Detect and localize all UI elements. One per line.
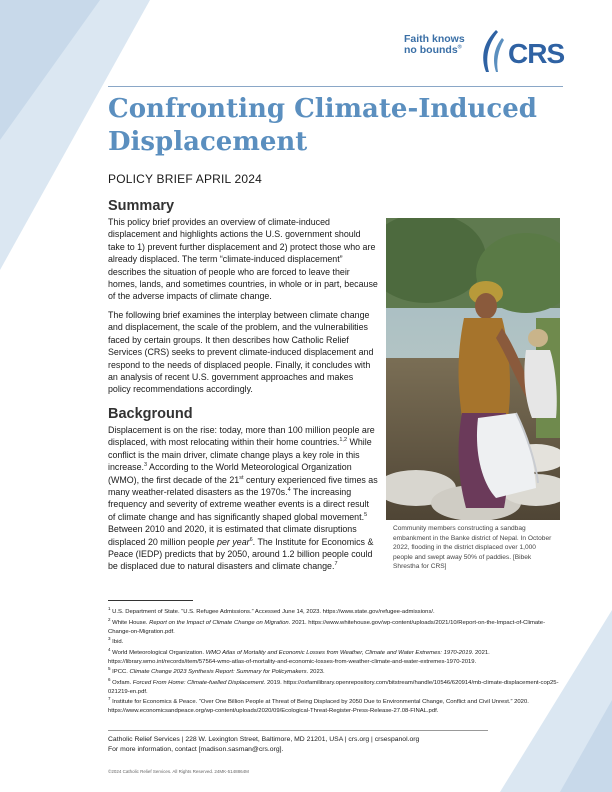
photo-caption: Community members constructing a sandbag embankment in the Banke district of Nepal. In October 2022, flooding in the district displaced over 1,000 people and swept away 50% of paddies. [Bibek Shrestha for CRS]	[393, 525, 552, 571]
photo-illustration	[386, 218, 560, 520]
summary-paragraph-2: The following brief examines the interplay between climate change and displacement, the scale of the problem, and the vulnerabilities faced by certain groups. It then describes how Catholic Relief Services (CRS) seeks to prevent climate-induced displacement and respond to the needs of displaced people. Finally, it concludes with an analysis of recent U.S. government approaches and makes policy recommendations accordingly.	[108, 310, 374, 395]
sandbag-photo	[386, 218, 560, 520]
background-paragraph: Displacement is on the rise: today, more than 100 million people are displaced, with most relocating within their home countries.$^{1,2}$ While conflict is the main driver, climate change plays a key role in this increase.$^3$ According to the World Meteorological Organization (WMO), the first decade of the 21st century experienced five times as many weather-related disasters as the 1970s.$^4$ The increasing frequency and severity of extreme weather events is a direct result of climate change and has significantly shaped global movement.$^5$ Between 2010 and 2020, it is estimated that climate disruptions displaced 20 million people per year$^6$. The Institute for Economics & Peace (IEDP) predicts that by 2050, around 1.2 billion people could be displaced due to natural disasters and climate change.$^7$	[108, 425, 378, 572]
footnote-item: $^3$ Ibid.	[108, 636, 124, 645]
summary-heading: Summary	[108, 198, 175, 214]
background-heading: Background	[108, 406, 193, 422]
logo-tagline	[404, 34, 465, 56]
footer-contact: For more information, contact [madison.sasman@crs.org].	[108, 746, 284, 753]
document-subtitle: POLICY BRIEF APRIL 2024	[108, 172, 263, 186]
footnote-item: $^7$ Institute for Economics & Peace. “Over One Billion People at Threat of Being Displaced by 2050 Due to Environmental Change, Conflict and Civil Unrest.” 2020. https://www.economicsandpeace.org/wp-content/uploads/2020/09/Ecological-Threat-Register-Press-Release-27.08-FINAL.pdf.	[108, 696, 529, 714]
summary-paragraph-1: This policy brief provides an overview of climate-induced displacement and highlights actions the U.S. government should take to 1) prevent further displacement and 2) protect those who are already displaced. The term “climate-induced displacement” describes the situation of people who are forced to leave their homes, lands, and sometimes countries, in whole or in part, because of the adverse impacts of climate change.	[108, 217, 378, 302]
footnote-item: $^1$ U.S. Department of State. “U.S. Refugee Admissions.” Accessed June 14, 2023. https://www.state.gov/refugee-admissions/.	[108, 606, 435, 615]
crs-logo	[404, 28, 564, 80]
logo-brand-text: CRS	[508, 38, 565, 69]
footnote-item: $^5$ IPCC. Climate Change 2023 Synthesis Report: Summary for Policymakers. 2023.	[108, 666, 325, 675]
registered-mark: ®	[457, 44, 462, 51]
footnote-item: $^2$ White House. Report on the Impact of Climate Change on Migration. 2021. https://www.whitehouse.gov/wp-content/uploads/2021/10/Report-on-the-Impact-of-Climate-Change-on-Migration.pdf.	[108, 616, 546, 635]
footer-address: Catholic Relief Services | 228 W. Lexington Street, Baltimore, MD 21201, USA | crs.org | crsespanol.org	[108, 736, 420, 743]
document-title: Confronting Climate-Induced Displacement	[108, 94, 537, 157]
footnote-item: $^6$ Oxfam. Forced From Home: Climate-fuelled Displacement. 2019. https://oxfamilibrary.openrepository.com/bitstream/handle/10546/620914/mb-climate-displacement-cop25-021219-en.pdf.	[108, 676, 559, 695]
footnote-item: $^4$ World Meteorological Organization. WMO Atlas of Mortality and Economic Losses from Weather, Climate and Water Extremes: 1970-2019. 2021. https://library.wmo.int/records/item/57564-wmo-atlas-of-mortality-and-economic-losses-from-weather-climate-and-water-extremes-1970-2019.	[108, 646, 490, 665]
footnotes-list	[108, 608, 563, 718]
footer-divider	[108, 730, 488, 731]
copyright-notice: ©2024 Catholic Relief Services. All Rights Reserved. 24MK-5148864M	[108, 769, 249, 774]
footnote-divider	[108, 600, 193, 601]
logo-tagline-line2: no bounds®	[404, 44, 462, 56]
header-divider	[108, 86, 563, 87]
page-footer	[108, 735, 528, 755]
logo-flame-icon	[476, 28, 510, 76]
logo-tagline-line1: Faith knows	[404, 33, 465, 45]
